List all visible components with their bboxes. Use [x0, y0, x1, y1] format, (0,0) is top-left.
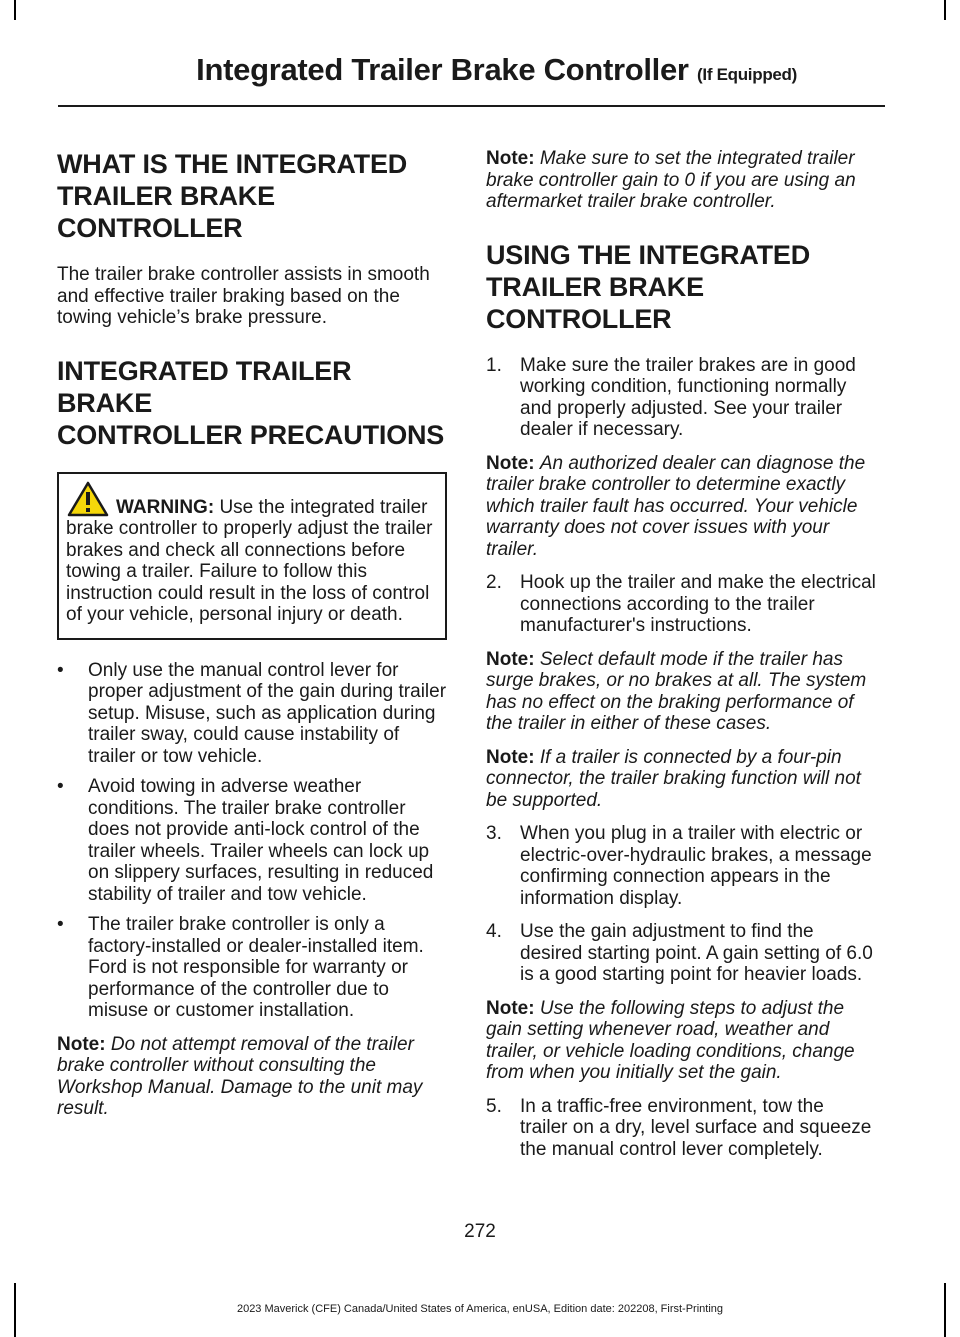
list-item [57, 660, 447, 768]
steps-list-1 [486, 355, 876, 441]
note-aftermarket [486, 148, 876, 213]
bullet-marker: • [57, 914, 64, 935]
note-text: If a trailer is connected by a four-pin connector, the trailer braking function will not be supported. [486, 746, 861, 811]
step-item [486, 355, 876, 441]
note-label: Note: [486, 997, 535, 1019]
warning-label: WARNING: [116, 496, 215, 518]
step-text: In a traffic-free environment, tow the trailer on a dry, level surface and squeeze the manual control lever completely. [520, 1095, 872, 1160]
note-text: Select default mode if the trailer has surge brakes, or no brakes at all. The system has no effect on the braking performance of the trailer in either of these cases. [486, 648, 867, 734]
warning-box [57, 472, 447, 640]
list-item-text: The trailer brake controller is only a factory-installed or dealer-installed item. Ford is not responsible for warranty or performance of the controller due to misuse or customer installation. [88, 914, 424, 1021]
note-removal [57, 1034, 447, 1120]
list-item-text: Avoid towing in adverse weather conditions. The trailer brake controller does not provide anti-lock control of the trailer wheels. Trailer wheels can lock up on slippery surfaces, resulting in reduced stability of trailer and tow vehicle. [88, 776, 434, 905]
right-column [486, 148, 876, 1172]
heading-line: TRAILER BRAKE CONTROLLER [486, 271, 704, 334]
section-heading-using [486, 239, 876, 335]
step-text: Hook up the trailer and make the electrical connections according to the trailer manufacturer's instructions. [520, 572, 876, 636]
footer-edition-text: 2023 Maverick (CFE) Canada/United States of America, enUSA, Edition date: 202208, First-Printing [236, 1303, 724, 1315]
step-text: Make sure the trailer brakes are in good working condition, functioning normally and properly adjusted. See your trailer dealer if necessary. [520, 354, 856, 440]
left-column [57, 148, 447, 1132]
list-item-text: Only use the manual control lever for proper adjustment of the gain during trailer setup. Misuse, such as application during trailer sway, could cause instability of trailer or tow vehicle. [88, 659, 447, 767]
heading-line: TRAILER BRAKE CONTROLLER [57, 181, 275, 243]
note-dealer [486, 453, 876, 561]
list-item [57, 914, 447, 1022]
note-text: Make sure to set the integrated trailer brake controller gain to 0 if you are using an aftermarket trailer brake controller. [486, 148, 856, 212]
step-item [486, 1096, 876, 1161]
step-text: When you plug in a trailer with electric or electric-over-hydraulic brakes, a message confirming connection appears in the information display. [520, 823, 872, 909]
heading-line: INTEGRATED TRAILER BRAKE [57, 355, 352, 418]
steps-list-4 [486, 1096, 876, 1161]
step-item [486, 823, 876, 909]
header-rule [58, 105, 885, 107]
crop-mark-top-right-v [944, 0, 946, 20]
note-four-pin [486, 747, 876, 812]
note-text: Do not attempt removal of the trailer brake controller without consulting the Workshop Manual. Damage to the unit may result. [57, 1033, 423, 1119]
heading-line: WHAT IS THE INTEGRATED [57, 149, 408, 179]
header-title-text: Integrated Trailer Brake Controller [196, 52, 689, 87]
section-heading-what-is [57, 148, 447, 244]
crop-mark-top-left-v [14, 0, 16, 20]
note-label: Note: [57, 1033, 106, 1055]
section-heading-precautions [57, 355, 447, 451]
note-text: Use the following steps to adjust the gain setting whenever road, weather and trailer, or vehicle loading conditions, change from when you initially set the gain. [486, 997, 855, 1083]
warning-text: Use the integrated trailer brake controller to properly adjust the trailer brakes and check all connections before towing a trailer. Failure to follow this instruction could result in the loss of control of your vehicle, personal injury or death. [66, 496, 433, 625]
list-item [57, 776, 447, 905]
bullet-marker: • [57, 776, 64, 797]
precautions-list [57, 660, 447, 1022]
note-adjust-gain [486, 998, 876, 1084]
note-label: Note: [486, 148, 535, 169]
note-label: Note: [486, 648, 535, 670]
page-header-title [196, 52, 797, 88]
step-item [486, 572, 876, 637]
page-number: 272 [464, 1221, 496, 1242]
step-number: 1. [486, 354, 502, 376]
heading-line: USING THE INTEGRATED [486, 239, 811, 270]
steps-list-3 [486, 823, 876, 986]
header-subtitle: (If Equipped) [697, 65, 797, 84]
step-number: 5. [486, 1095, 502, 1117]
step-text: Use the gain adjustment to find the desired starting point. A gain setting of 6.0 is a good starting point for heavier loads. [520, 921, 873, 985]
bullet-marker: • [57, 659, 64, 681]
steps-list-2 [486, 572, 876, 637]
note-label: Note: [486, 452, 535, 474]
step-number: 3. [486, 823, 502, 844]
step-number: 2. [486, 572, 502, 593]
warning-triangle-icon [67, 481, 109, 517]
intro-paragraph: The trailer brake controller assists in smooth and effective trailer braking based on the towing vehicle’s brake pressure. [57, 264, 430, 328]
step-number: 4. [486, 921, 502, 942]
note-label: Note: [486, 746, 535, 768]
note-default-mode [486, 649, 876, 735]
step-item [486, 921, 876, 986]
note-text: An authorized dealer can diagnose the trailer brake controller to determine exactly which trailer fault has occurred. Your vehicle warranty does not cover issues with your trailer. [486, 452, 866, 560]
heading-line: CONTROLLER PRECAUTIONS [57, 419, 445, 450]
